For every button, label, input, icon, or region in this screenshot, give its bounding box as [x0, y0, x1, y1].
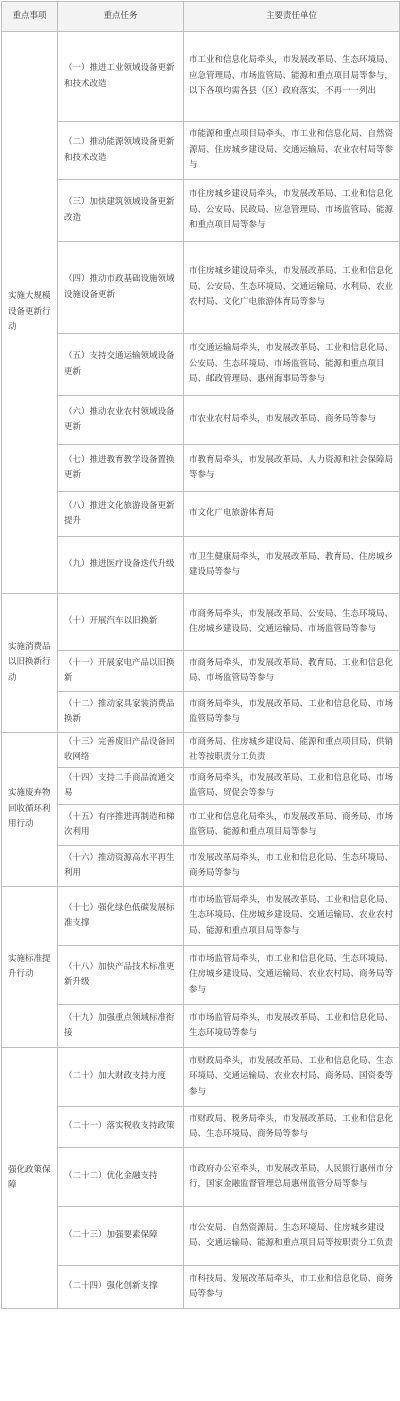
- units-cell: 市住房城乡建设局牵头，市发展改革局、工业和信息化局、公安局、民政局、应急管理局、市场监管局、能源和重点项目局等参与: [184, 180, 400, 242]
- table-row: [2, 122, 400, 180]
- task-cell: （二十二）优化金融支持: [58, 1148, 184, 1207]
- table-row: [2, 651, 400, 692]
- units-cell: 市商务局牵头，市发展改革局、工业和信息化局、市场监管局等参与: [184, 692, 400, 733]
- units-cell: 市工业和信息化局牵头，市发展改革局、商务局、市场监管局、能源和重点项目局等参与: [184, 805, 400, 846]
- units-cell: 市文化广电旅游体育局: [184, 492, 400, 537]
- task-cell: （十二）推动家具家装消费品换新: [58, 692, 184, 733]
- task-cell: （二十一）落实税收支持政策: [58, 1107, 184, 1148]
- units-cell: 市商务局牵头，市发展改革局、教育局、工业和信息化局、市场监管局等参与: [184, 651, 400, 692]
- table-row: [2, 887, 400, 946]
- units-cell: 市卫生健康局牵头，市发展改革局、教育局、住房城乡建设局等参与: [184, 537, 400, 594]
- units-cell: 市能源和重点项目局牵头，市工业和信息化局、自然资源局、住房城乡建设局、交通运输局、农业农村局等参与: [184, 122, 400, 180]
- task-cell: （十四）支持二手商品流通交易: [58, 768, 184, 805]
- task-cell: （三）加快建筑领域设备更新改造: [58, 180, 184, 242]
- table-row: [2, 768, 400, 805]
- units-cell: 市农业农村局牵头，市发展改革局、商务局等参与: [184, 396, 400, 445]
- category-cell: 实施消费品以旧换新行动: [2, 594, 58, 733]
- task-cell: （一）推进工业领域设备更新和技术改造: [58, 32, 184, 122]
- table-row: [2, 1107, 400, 1148]
- category-cell: 实施大规模设备更新行动: [2, 32, 58, 594]
- task-cell: （十九）加强重点领域标准衔接: [58, 1005, 184, 1048]
- units-cell: 市政府办公室牵头，市发展改革局，人民银行惠州市分行，国家金融监督管理总局惠州监管分局等参与: [184, 1148, 400, 1207]
- table-row: [2, 396, 400, 445]
- table-row: [2, 1207, 400, 1266]
- task-cell: （二）推动能源领域设备更新和技术改造: [58, 122, 184, 180]
- task-cell: （十一）开展家电产品以旧换新: [58, 651, 184, 692]
- header-category: 重点事项: [2, 2, 58, 32]
- units-cell: 市科技局、发展改革局牵头，市工业和信息化局、商务局等参与: [184, 1266, 400, 1309]
- task-cell: （二十）加大财政支持力度: [58, 1048, 184, 1107]
- task-cell: （十八）加快产品技术标准更新升级: [58, 946, 184, 1005]
- units-cell: 市教育局牵头，市发展改革局、人力资源和社会保障局等参与: [184, 445, 400, 492]
- table-body: [2, 32, 400, 1309]
- tasks-table: [1, 1, 400, 1309]
- task-cell: （九）推进医疗设备迭代升级: [58, 537, 184, 594]
- header-task: 重点任务: [58, 2, 184, 32]
- units-cell: 市财政局、税务局牵头，市发展改革局、工业和信息化局、生态环境局、商务局等参与: [184, 1107, 400, 1148]
- table-row: [2, 1048, 400, 1107]
- table-row: [2, 733, 400, 768]
- table-row: [2, 846, 400, 887]
- table-row: [2, 492, 400, 537]
- task-cell: （六）推动农业农村领域设备更新: [58, 396, 184, 445]
- task-cell: （十六）推动资源高水平再生利用: [58, 846, 184, 887]
- table-row: [2, 32, 400, 122]
- units-cell: 市工业和信息化局牵头，市发展改革局、生态环境局、应急管理局、市场监管局、能源和重点项目局等参与，以下各项均需各县（区）政府落实，不再一一列出: [184, 32, 400, 122]
- table-row: [2, 445, 400, 492]
- table-row: [2, 946, 400, 1005]
- units-cell: 市市场监管局牵头，市发展改革局、工业和信息化局、生态环境局、住房城乡建设局、交通运输局、农业农村局、能源和重点项目局等参与: [184, 887, 400, 946]
- table-row: [2, 180, 400, 242]
- units-cell: 市公安局、自然资源局、生态环境局、住房城乡建设局、交通运输局、能源和重点项目局等按职责分工负责: [184, 1207, 400, 1266]
- task-cell: （十三）完善废旧产品设备回收网络: [58, 733, 184, 768]
- table-row: [2, 242, 400, 334]
- task-cell: （二十三）加强要素保障: [58, 1207, 184, 1266]
- table-row: [2, 594, 400, 651]
- table-row: [2, 537, 400, 594]
- task-cell: （四）推动市政基础设施领域设施设备更新: [58, 242, 184, 334]
- header-units: 主要责任单位: [184, 2, 400, 32]
- units-cell: 市市场监管局牵头，市发展改革局、工业和信息化局、生态环境局等参与: [184, 1005, 400, 1048]
- table-row: [2, 805, 400, 846]
- task-cell: （十五）有序推进再制造和梯次利用: [58, 805, 184, 846]
- task-cell: （二十四）强化创新支撑: [58, 1266, 184, 1309]
- units-cell: 市商务局牵头，市发展改革局、公安局、生态环境局、住房城乡建设局、交通运输局、市场监管局等参与: [184, 594, 400, 651]
- header-row: [2, 2, 400, 32]
- table-row: [2, 1005, 400, 1048]
- table-row: [2, 1148, 400, 1207]
- units-cell: 市财政局牵头，市发展改革局、工业和信息化局、生态环境局、交通运输局、农业农村局、商务局、国资委等参与: [184, 1048, 400, 1107]
- units-cell: 市交通运输局牵头，市发展改革局、工业和信息化局、公安局、生态环境局、市场监管局、能源和重点项目局、邮政管理局、惠州海事局等参与: [184, 334, 400, 396]
- table-row: [2, 692, 400, 733]
- task-cell: （十七）强化绿色低碳发展标准支撑: [58, 887, 184, 946]
- units-cell: 市发展改革局牵头，市工业和信息化局、生态环境局、商务局等参与: [184, 846, 400, 887]
- category-cell: 实施废弃物回收循环利用行动: [2, 733, 58, 887]
- task-cell: （十）开展汽车以旧换新: [58, 594, 184, 651]
- task-cell: （五）支持交通运输领域设备更新: [58, 334, 184, 396]
- task-cell: （八）推进文化旅游设备更新提升: [58, 492, 184, 537]
- category-cell: 强化政策保障: [2, 1048, 58, 1309]
- category-cell: 实施标准提升行动: [2, 887, 58, 1048]
- table-row: [2, 334, 400, 396]
- task-cell: （七）推进教育教学设备置换更新: [58, 445, 184, 492]
- table-row: [2, 1266, 400, 1309]
- units-cell: 市商务局、住房城乡建设局、能源和重点项目局、供销社等按职责分工负责: [184, 733, 400, 768]
- units-cell: 市市场监管局牵头，市工业和信息化局、生态环境局、住房城乡建设局、交通运输局、农业农村局、商务局等参与: [184, 946, 400, 1005]
- units-cell: 市商务局牵头，市发展改革局、工业和信息化局、市场监管局、贸促会等参与: [184, 768, 400, 805]
- units-cell: 市住房城乡建设局牵头，市发展改革局、工业和信息化局、公安局、生态环境局、交通运输局、水利局、农业农村局、文化广电旅游体育局等参与: [184, 242, 400, 334]
